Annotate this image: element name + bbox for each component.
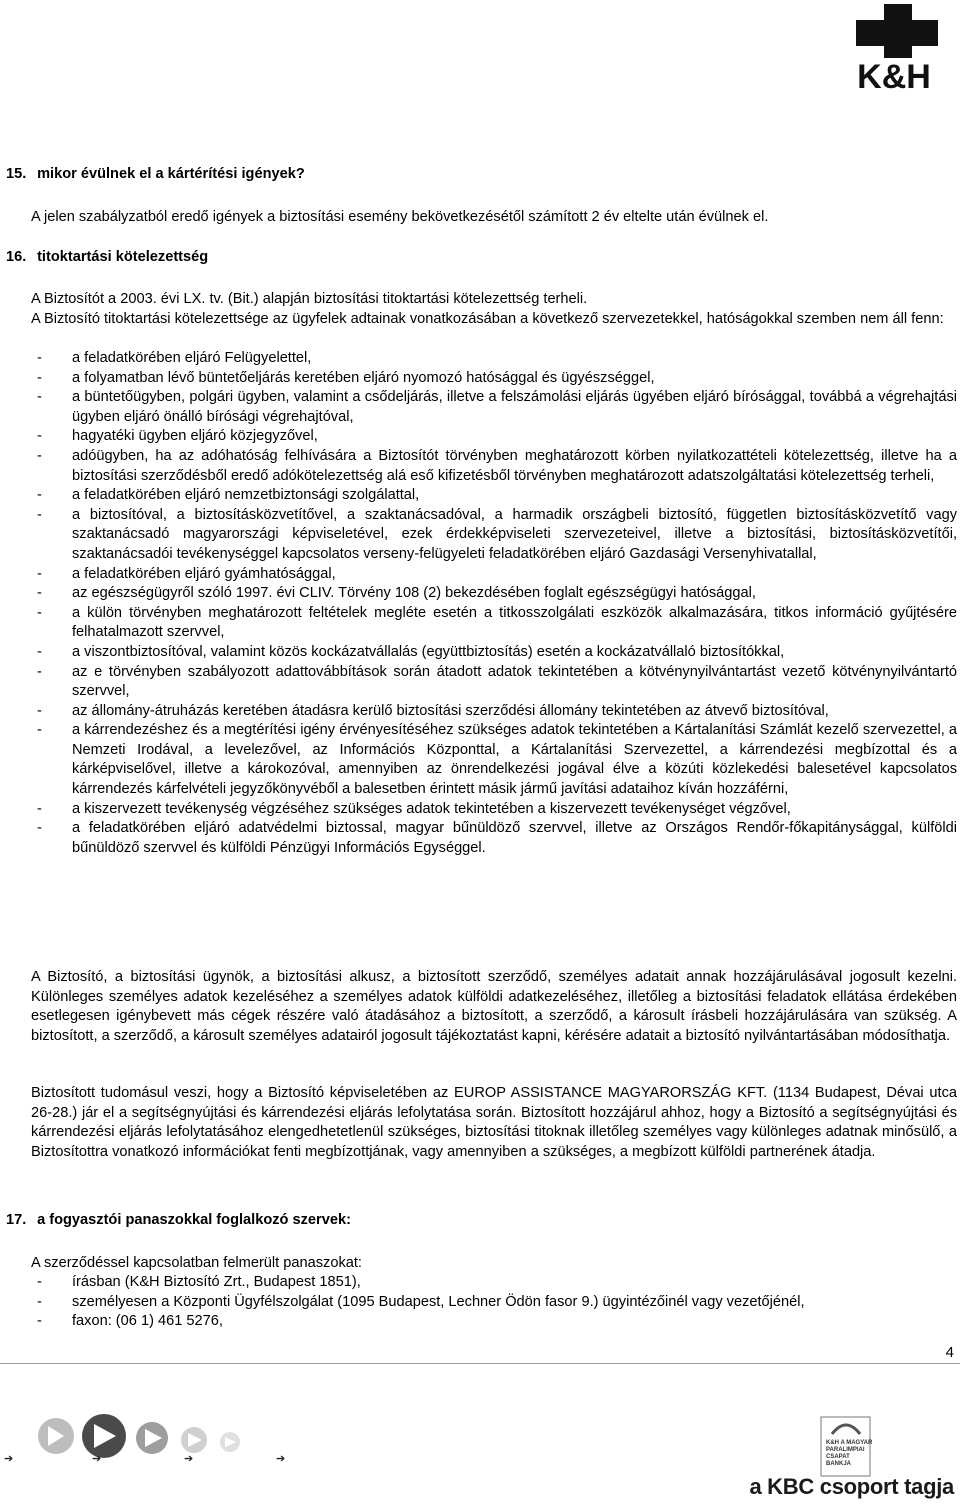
- page-number: 4: [945, 1344, 954, 1361]
- list-item: - a büntetőügyben, polgári ügyben, valamint a csődeljárás, illetve a felszámolási eljárás ügyében eljáró bírósággal, továbbá a végrehajtási ügyben eljáró önálló bírósági végrehajtóval,: [31, 388, 957, 427]
- section-16-intro-1: A Biztosítót a 2003. évi LX. tv. (Bit.) alapján biztosítási titoktartási kötelezettség terheli.: [31, 291, 588, 307]
- section-17-heading: [6, 1212, 351, 1228]
- section-17-list: [31, 1273, 957, 1332]
- list-item: - az e törvényben szabályozott adattovábbítások során átadott adatok tekintetében a kötvénynyilvántartást vezető kötvénynyilvántartó szervvel,: [31, 663, 957, 702]
- list-item: - a kiszervezett tevékenység végzéséhez szükséges adatok tekintetében a kiszervezett tevékenységet végzővel,: [31, 800, 957, 820]
- section-16-paragraph-1: A Biztosító, a biztosítási ügynök, a biztosítási alkusz, a biztosított szerződő, személyes adatait annak hozzájárulásával jogosult kezelni. Különleges személyes adatok kezeléséhez a személyes adatok külföldi adatkezeléséhez, illetőleg a biztosítási feladatok ellátása érdekében esetlegesen igénybevett más cégek részére való átadásához a biztosított, a szerződő, a károsult írásbeli hozzájárulására van szükség. A biztosított, a szerződő, a károsult személyes adatairól jogosult tájékoztatást kapni, kérésére adatait a biztosító nyilvántartásában módosíthatja.: [31, 969, 957, 1044]
- section-17-intro: A szerződéssel kapcsolatban felmerült panaszokat:: [31, 1255, 362, 1271]
- circle-arrow-icon: [136, 1422, 168, 1454]
- list-item: - a feladatkörében eljáró Felügyelettel,: [31, 349, 957, 369]
- section-16-title: titoktartási kötelezettség: [37, 249, 209, 265]
- circle-arrow-icon: [82, 1414, 126, 1458]
- list-item: - a kárrendezéshez és a megtérítési igény érvényesítéséhez szükséges adatok tekintetében a Kártalanítási Számlát kezelő szervezettel, a Nemzeti Irodával, a levelezővel, az Információs Központtal, a Kártalanítási Szervezettel, a kárrendezési megbízottal és a kárképviselővel, illetve a károkozóval, amennyiben az önrendelkezési jogával élve a közúti közlekedési balesetével kapcsolatos kárrendezés kárfelvételi jegyzőkönyvéből a balesetben érintett másik jármű javítási adataihoz kíván hozzáférni,: [31, 721, 957, 799]
- section-16-intro-2: A Biztosító titoktartási kötelezettsége az ügyfelek adtainak vonatkozásában a következő szervezetekkel, hatóságokkal szemben nem áll fenn:: [31, 311, 944, 327]
- section-17-title: a fogyasztói panaszokkal foglalkozó szervek:: [37, 1212, 351, 1228]
- small-arrow-icon: ➔: [92, 1453, 102, 1465]
- section-16-number: 16.: [6, 249, 27, 265]
- circle-arrow-icon: [38, 1418, 74, 1454]
- section-15-body: A jelen szabályzatból eredő igények a biztosítási esemény bekövetkezésétől számított 2 év eltelte után évülnek el.: [31, 209, 769, 225]
- list-item: - a folyamatban lévő büntetőeljárás keretében eljáró nyomozó hatósággal és ügyészséggel,: [31, 369, 957, 389]
- list-item: - az egészségügyről szóló 1997. évi CLIV. Törvény 108 (2) bekezdésében foglalt egészségügyi hatósággal,: [31, 584, 957, 604]
- small-arrow-icon: ➔: [4, 1453, 14, 1465]
- circle-arrow-icon: [181, 1427, 207, 1453]
- logo-text: K&H: [857, 58, 931, 96]
- list-item: - a feladatkörében eljáró adatvédelmi biztossal, magyar bűnüldöző szervvel, illetve az Országos Rendőr-főkapitánysággal, külföldi bűnüldöző szervvel és külföldi Pénzügyi Információs Egységgel.: [31, 819, 957, 858]
- section-16-heading: [6, 249, 208, 265]
- section-16-paragraph-2: Biztosított tudomásul veszi, hogy a Biztosító képviseletében az EUROP ASSISTANCE MAGYARORSZÁG KFT. (1134 Budapest, Dévai utca 26-28.) jár el a segítségnyújtási és kárrendezési eljárás lefolytatása során. Biztosított hozzájárul ahhoz, hogy a Biztosító a segítségnyújtási és kárrendezési eljárás lefolytatásához elengedhetetlenül szükséges, biztosítási titoknak illetőleg személyes vagy különleges adatnak minősülő, a Biztosítottra vonatkozó információkat fenti megbízottjának, vagy amennyiben a szükséges, a megbízott külföldi partnerének átadja.: [31, 1085, 957, 1160]
- list-item: - hagyatéki ügyben eljáró közjegyzővel,: [31, 427, 957, 447]
- section-16-list: [31, 349, 957, 858]
- list-item: - adóügyben, ha az adóhatóság felhívására a Biztosítót törvényben meghatározott körben nyilatkozattételi kötelezettség, illetve ha a biztosítási szerződésből eredő adókötelezettség alá eső kifizetésből törvényben meghatározott adatszolgáltatási kötelezettség terheli,: [31, 447, 957, 486]
- list-item: - faxon: (06 1) 461 5276,: [31, 1312, 957, 1332]
- list-item: - a külön törvényben meghatározott feltételek megléte esetén a titkosszolgálati eszközök alkalmazására, titkos információ gyűjtésére felhatalmazott szervvel,: [31, 604, 957, 643]
- kbc-tagline: a KBC csoport tagja: [749, 1474, 954, 1499]
- badge-text: K&H A MAGYAR PARALIMPIAI CSAPAT BANKJA: [826, 1440, 873, 1467]
- list-item: - a viszontbiztosítóval, valamint közös kockázatvállalás (együttbiztosítás) esetén a kockázatvállaló biztosítókkal,: [31, 643, 957, 663]
- kh-logo: [834, 0, 954, 96]
- footer-divider: [0, 1363, 960, 1364]
- section-17-number: 17.: [6, 1212, 27, 1228]
- list-item: - a feladatkörében eljáró nemzetbiztonsági szolgálattal,: [31, 486, 957, 506]
- section-15-title: mikor évülnek el a kártérítési igények?: [37, 166, 305, 182]
- list-item: - a biztosítóval, a biztosításközvetítővel, a szaktanácsadóval, a harmadik országbeli biztosító, független biztosításközvetítő vagy szaktanácsadó magyarországi képviseletével, ezek érdekképviseleti szervezeteivel, illetve a biztosítási, biztosításközvetítői, szaktanácsadói tevékenységgel kapcsolatos verseny-felügyeleti feladatkörében eljáró Gazdasági Versenyhivatallal,: [31, 506, 957, 565]
- section-15-heading: [6, 166, 305, 182]
- section-15-number: 15.: [6, 166, 27, 182]
- list-item: - a feladatkörében eljáró gyámhatósággal,: [31, 565, 957, 585]
- circle-arrow-icon: [220, 1432, 240, 1452]
- list-item: - az állomány-átruházás keretében átadásra kerülő biztosítási szerződési állomány tekintetében az átvevő biztosítóval,: [31, 702, 957, 722]
- list-item: - írásban (K&H Biztosító Zrt., Budapest 1851),: [31, 1273, 957, 1293]
- small-arrow-icon: ➔: [276, 1453, 286, 1465]
- small-arrow-icon: ➔: [184, 1453, 194, 1465]
- paralympic-badge: [818, 1414, 873, 1479]
- list-item: - személyesen a Központi Ügyfélszolgálat (1095 Budapest, Lechner Ödön fasor 9.) ügyintézőinél vagy vezetőjénél,: [31, 1293, 957, 1313]
